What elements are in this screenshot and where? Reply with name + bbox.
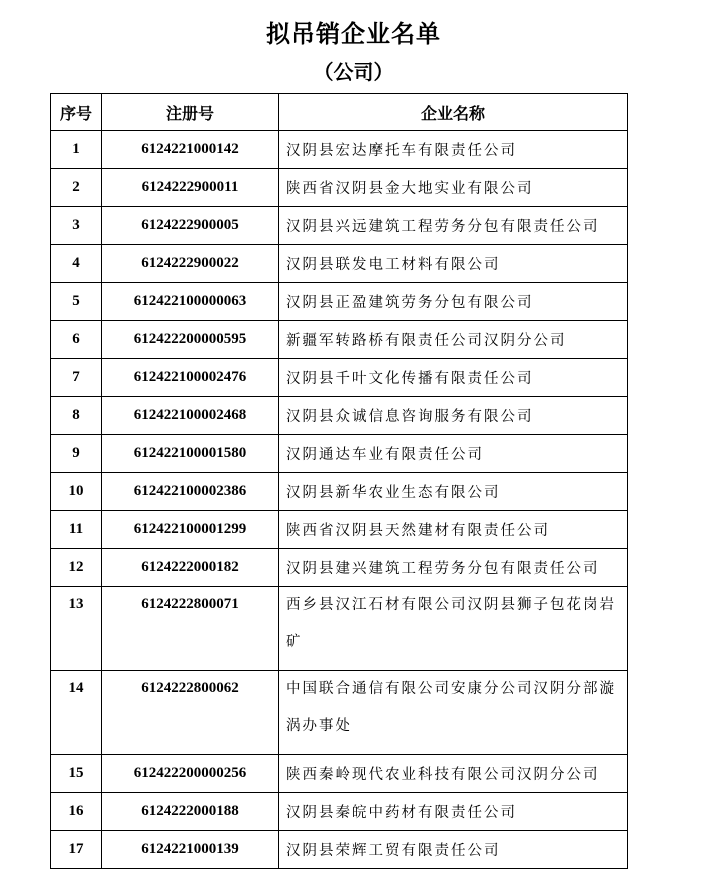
table-row xyxy=(51,587,628,671)
row-index: 8 xyxy=(51,397,102,435)
table-row xyxy=(51,793,628,831)
row-registration-number: 6124222900011 xyxy=(102,169,279,207)
row-index: 2 xyxy=(51,169,102,207)
table-row xyxy=(51,473,628,511)
row-index: 12 xyxy=(51,549,102,587)
row-company-name: 汉阴县兴远建筑工程劳务分包有限责任公司 xyxy=(279,207,628,245)
row-index: 14 xyxy=(51,671,102,755)
row-registration-number: 612422200000595 xyxy=(102,321,279,359)
table-row xyxy=(51,359,628,397)
table-row xyxy=(51,321,628,359)
table-row xyxy=(51,549,628,587)
header-registration-number: 注册号 xyxy=(102,94,279,131)
table-row xyxy=(51,671,628,755)
row-registration-number: 612422100001299 xyxy=(102,511,279,549)
row-index: 11 xyxy=(51,511,102,549)
document-subtitle: （公司） xyxy=(313,60,394,84)
row-index: 1 xyxy=(51,131,102,169)
document-title: 拟吊销企业名单 xyxy=(266,19,441,48)
table-row xyxy=(51,755,628,793)
row-registration-number: 6124221000142 xyxy=(102,131,279,169)
row-company-name: 西乡县汉江石材有限公司汉阴县狮子包花岗岩矿 xyxy=(279,587,628,671)
row-company-name: 汉阴县正盈建筑劳务分包有限公司 xyxy=(279,283,628,321)
table-row xyxy=(51,831,628,869)
row-index: 5 xyxy=(51,283,102,321)
row-company-name: 汉阴县秦皖中药材有限责任公司 xyxy=(279,793,628,831)
table-row xyxy=(51,435,628,473)
row-registration-number: 612422100002476 xyxy=(102,359,279,397)
header-index: 序号 xyxy=(51,94,102,131)
company-table xyxy=(50,93,628,869)
row-registration-number: 6124221000139 xyxy=(102,831,279,869)
row-index: 3 xyxy=(51,207,102,245)
row-registration-number: 612422200000256 xyxy=(102,755,279,793)
table-row xyxy=(51,169,628,207)
row-company-name: 汉阴县荣辉工贸有限责任公司 xyxy=(279,831,628,869)
row-registration-number: 612422100002468 xyxy=(102,397,279,435)
table-row xyxy=(51,283,628,321)
row-registration-number: 612422100002386 xyxy=(102,473,279,511)
row-company-name: 汉阴县千叶文化传播有限责任公司 xyxy=(279,359,628,397)
table-header-row xyxy=(51,94,628,131)
row-index: 15 xyxy=(51,755,102,793)
table-row xyxy=(51,397,628,435)
row-company-name: 汉阴县新华农业生态有限公司 xyxy=(279,473,628,511)
row-registration-number: 6124222800062 xyxy=(102,671,279,755)
row-company-name: 中国联合通信有限公司安康分公司汉阴分部漩涡办事处 xyxy=(279,671,628,755)
table-row xyxy=(51,245,628,283)
header-company-name: 企业名称 xyxy=(279,94,628,131)
row-registration-number: 6124222000188 xyxy=(102,793,279,831)
row-company-name: 汉阴县建兴建筑工程劳务分包有限责任公司 xyxy=(279,549,628,587)
row-registration-number: 6124222800071 xyxy=(102,587,279,671)
row-index: 13 xyxy=(51,587,102,671)
row-index: 10 xyxy=(51,473,102,511)
row-company-name: 汉阴县联发电工材料有限公司 xyxy=(279,245,628,283)
row-index: 7 xyxy=(51,359,102,397)
row-company-name: 汉阴县众诚信息咨询服务有限公司 xyxy=(279,397,628,435)
row-index: 16 xyxy=(51,793,102,831)
row-registration-number: 6124222000182 xyxy=(102,549,279,587)
row-index: 17 xyxy=(51,831,102,869)
row-registration-number: 612422100000063 xyxy=(102,283,279,321)
row-registration-number: 6124222900005 xyxy=(102,207,279,245)
row-company-name: 新疆军转路桥有限责任公司汉阴分公司 xyxy=(279,321,628,359)
row-company-name: 汉阴通达车业有限责任公司 xyxy=(279,435,628,473)
row-company-name: 陕西省汉阴县金大地实业有限公司 xyxy=(279,169,628,207)
row-company-name: 汉阴县宏达摩托车有限责任公司 xyxy=(279,131,628,169)
table-row xyxy=(51,511,628,549)
row-index: 6 xyxy=(51,321,102,359)
row-index: 4 xyxy=(51,245,102,283)
row-registration-number: 6124222900022 xyxy=(102,245,279,283)
row-index: 9 xyxy=(51,435,102,473)
table-row xyxy=(51,207,628,245)
row-company-name: 陕西省汉阴县天然建材有限责任公司 xyxy=(279,511,628,549)
row-company-name: 陕西秦岭现代农业科技有限公司汉阴分公司 xyxy=(279,755,628,793)
row-registration-number: 612422100001580 xyxy=(102,435,279,473)
table-row xyxy=(51,131,628,169)
